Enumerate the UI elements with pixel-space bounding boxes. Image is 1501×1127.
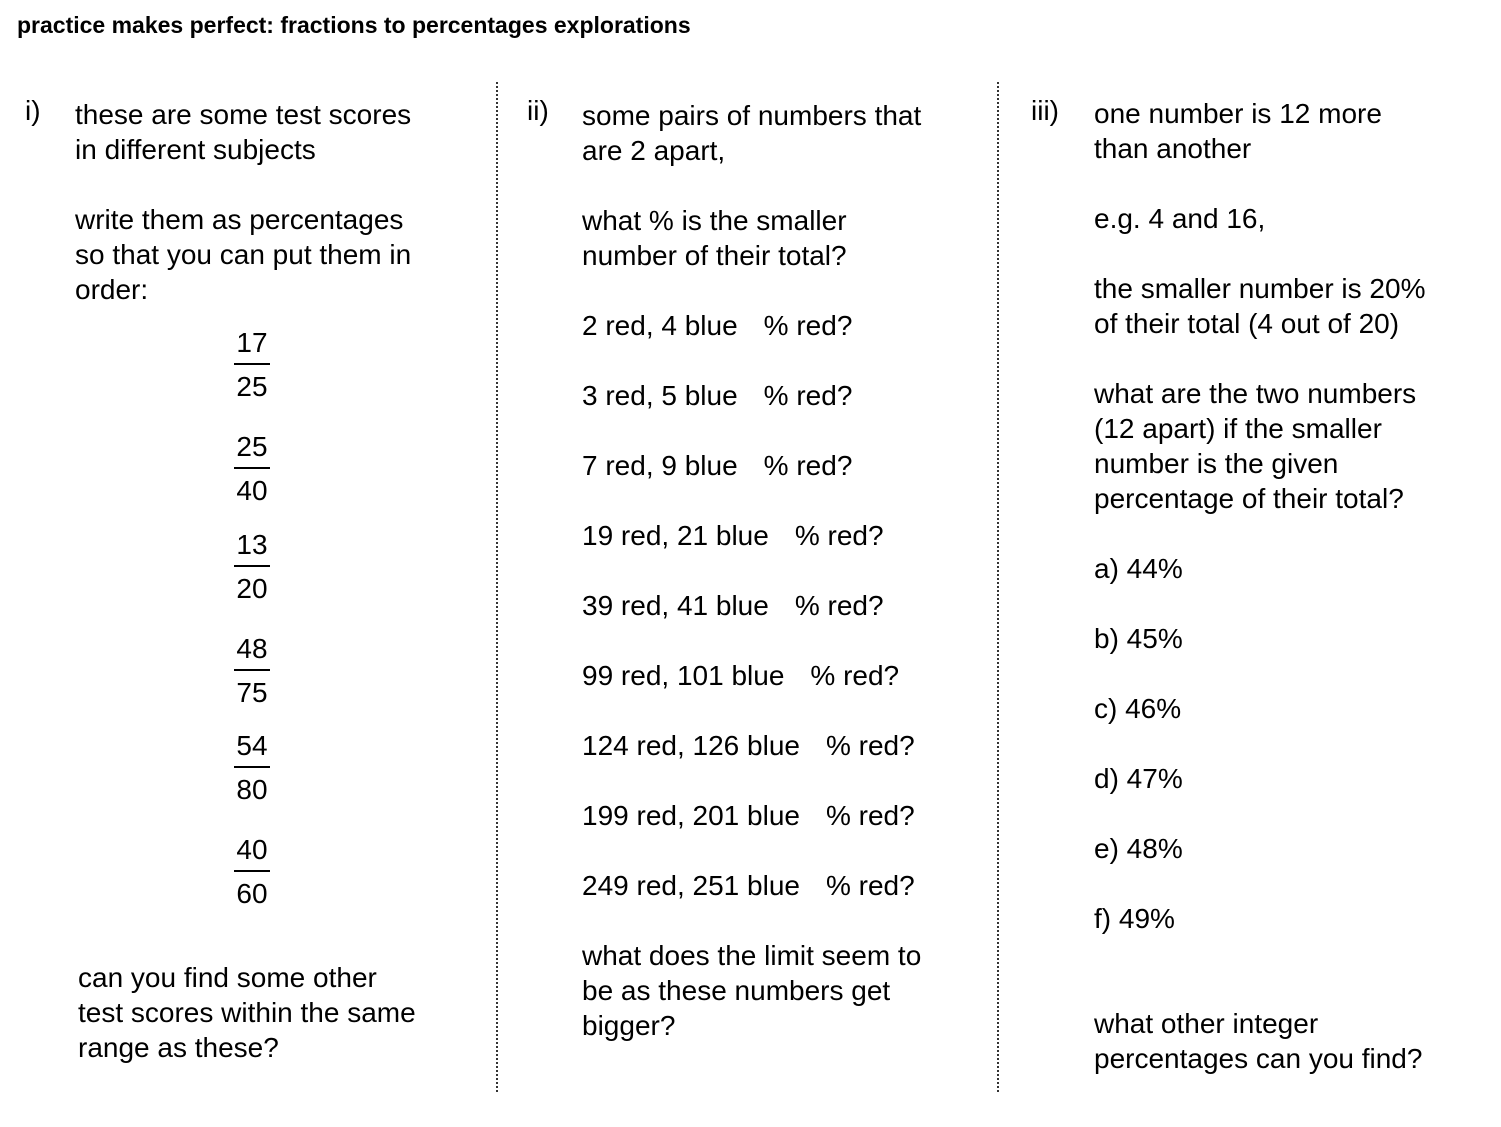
fraction — [228, 730, 276, 806]
list-item: d) 47% — [1094, 763, 1183, 794]
col2-intro: some pairs of numbers that are 2 apart, — [582, 100, 922, 166]
numerator: 25 — [236, 431, 268, 462]
list-item: f) 49% — [1094, 903, 1175, 934]
col1-instruction: write them as percentages so that you can put them in order: — [75, 204, 412, 305]
list-item: e) 48% — [1094, 833, 1183, 864]
list-item: c) 46% — [1094, 693, 1182, 724]
denominator: 40 — [236, 475, 268, 506]
list-item: 199 red, 201 blue % red? — [582, 800, 915, 831]
list-item: 249 red, 251 blue % red? — [582, 870, 915, 901]
fraction-bar — [234, 467, 270, 469]
list-item: 3 red, 5 blue % red? — [582, 380, 853, 411]
numerator: 17 — [236, 327, 268, 358]
col3-question: what other integer percentages can you find? — [1094, 1008, 1423, 1074]
col3-example-note: the smaller number is 20% of their total (4 out of 20) — [1094, 273, 1426, 339]
denominator: 25 — [236, 371, 268, 402]
denominator: 60 — [236, 878, 268, 909]
fraction-bar — [234, 363, 270, 365]
column-divider — [997, 82, 999, 1092]
denominator: 75 — [236, 677, 268, 708]
section-label-ii: ii) — [527, 95, 549, 126]
fraction — [228, 633, 276, 709]
col2-prompt: what % is the smaller number of their total? — [582, 205, 847, 271]
col1-question: can you find some other test scores within the same range as these? — [78, 962, 416, 1063]
numerator: 48 — [236, 633, 268, 664]
column-divider — [496, 82, 498, 1092]
fraction — [228, 529, 276, 605]
page-title: practice makes perfect: fractions to percentages explorations — [17, 12, 691, 38]
fraction — [228, 327, 276, 403]
col2-question: what does the limit seem to be as these numbers get bigger? — [582, 940, 922, 1041]
section-label-iii: iii) — [1031, 95, 1059, 126]
numerator: 54 — [236, 730, 268, 761]
col3-intro: one number is 12 more than another — [1094, 98, 1382, 164]
list-item: b) 45% — [1094, 623, 1183, 654]
fraction — [228, 431, 276, 507]
list-item: 99 red, 101 blue % red? — [582, 660, 900, 691]
list-item: 39 red, 41 blue % red? — [582, 590, 884, 621]
fraction-bar — [234, 870, 270, 872]
section-label-i: i) — [25, 95, 41, 126]
denominator: 80 — [236, 774, 268, 805]
denominator: 20 — [236, 573, 268, 604]
col3-example: e.g. 4 and 16, — [1094, 203, 1266, 234]
col1-intro: these are some test scores in different subjects — [75, 99, 412, 165]
list-item: 124 red, 126 blue % red? — [582, 730, 915, 761]
fraction-bar — [234, 669, 270, 671]
list-item: 7 red, 9 blue % red? — [582, 450, 853, 481]
fraction-bar — [234, 766, 270, 768]
list-item: a) 44% — [1094, 553, 1183, 584]
list-item: 2 red, 4 blue % red? — [582, 310, 853, 341]
fraction — [228, 834, 276, 910]
numerator: 40 — [236, 834, 268, 865]
numerator: 13 — [236, 529, 268, 560]
list-item: 19 red, 21 blue % red? — [582, 520, 884, 551]
col3-task: what are the two numbers (12 apart) if the smaller number is the given percentage of their total? — [1094, 378, 1417, 514]
fraction-bar — [234, 565, 270, 567]
